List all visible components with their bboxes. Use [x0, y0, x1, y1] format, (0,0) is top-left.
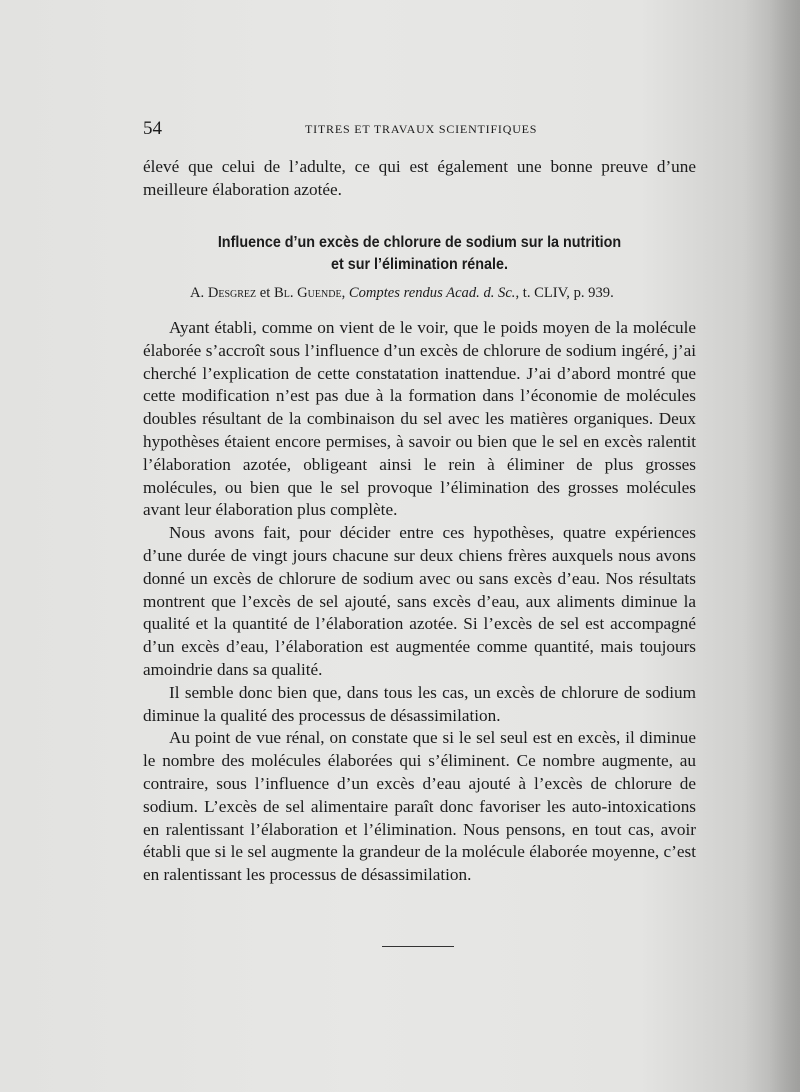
end-rule: [382, 946, 454, 947]
section-title-line-2: et sur l’élimination rénale.: [330, 256, 508, 273]
section-title: [165, 232, 674, 276]
section-title-line-1: Influence d’un excès de chlorure de sodium sur la nutrition: [217, 234, 622, 251]
citation-author-2: Bl. Guende: [274, 285, 342, 301]
paragraph-3: Il semble donc bien que, dans tous les cas, un excès de chlorure de sodium diminue la qualité des processus de désassimilation.: [143, 682, 696, 725]
page-number: 54: [143, 118, 162, 139]
citation-separator: ,: [341, 285, 349, 301]
page-edge-shadow: [770, 0, 800, 1092]
running-title: TITRES ET TRAVAUX SCIENTIFIQUES: [305, 122, 538, 136]
citation-volume: , t. CLIV, p. 939.: [515, 285, 614, 301]
paragraph-2: Nous avons fait, pour décider entre ces hypothèses, quatre expériences d’une durée de vingt jours chacune sur deux chiens frères auxquels nous avons donné un excès de chlorure de sodium avec ou sans excès d’eau. Nos résultats montrent que l’excès de sel ajouté, sans excès d’eau, aux aliments diminue la qualité et la quantité de l’élaboration azotée. Si l’excès de sel est accompagné d’un excès d’eau, l’élaboration est augmentée comme quantité, mais toujours amoindrie dans sa qualité.: [143, 523, 696, 679]
intro-paragraph-block: [143, 156, 696, 202]
paragraph-1: Ayant établi, comme on vient de le voir, que le poids moyen de la molécule élaborée s’accroît sous l’influence d’un excès de chlorure de sodium ingéré, j’ai cherché l’explication de cette constatation inattendue. J’ai d’abord montré que cette modification n’est pas due à la formation dans l’économie de molécules doubles résultant de la combinaison du sel avec les matières organiques. Deux hypothèses étaient encore permises, à savoir ou bien que le sel en excès ralentit l’élaboration azotée, obligeant ainsi le rein à éliminer de plus grosses molécules, ou bien que le sel provoque l’élimination des grosses molécules avant leur élaboration plus complète.: [143, 318, 696, 520]
paragraph-4: Au point de vue rénal, on constate que si le sel seul est en excès, il diminue le nombre des molécules élaborées qui s’éliminent. Ce nombre augmente, au contraire, sous l’influence d’un excès d’eau ajouté à l’excès de chlorure de sodium. L’excès de sel alimentaire paraît donc favoriser les auto-intoxications en ralentissant l’élaboration et l’élimination. Nous pensons, en tout cas, avoir établi que si le sel augmente la grandeur de la molécule élaborée moyenne, c’est en ralentissant les processus de désassimilation.: [143, 728, 696, 885]
citation-conjunction: et: [256, 285, 274, 301]
main-text: [143, 317, 696, 887]
citation: [190, 284, 696, 302]
intro-paragraph: élevé que celui de l’adulte, ce qui est également une bonne preuve d’une meilleure élaboration azotée.: [143, 157, 696, 199]
citation-journal: Comptes rendus Acad. d. Sc.: [348, 285, 516, 301]
citation-author-1: A. Desgrez: [190, 285, 257, 301]
